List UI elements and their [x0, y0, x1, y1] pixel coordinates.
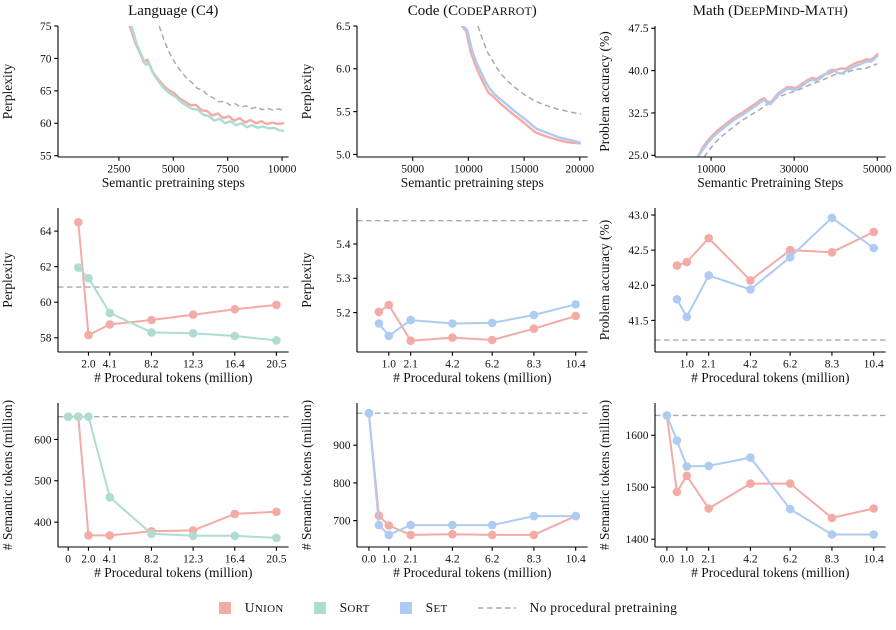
data-point-set: [487, 521, 496, 530]
data-point-set: [673, 436, 682, 445]
x-tick-label: 7500: [216, 163, 240, 176]
y-tick-label: 60: [40, 297, 52, 310]
x-tick-label: 4.1: [102, 358, 117, 371]
x-axis-label: # Procedural tokens (million): [94, 369, 253, 385]
data-point-set: [571, 512, 580, 521]
data-point-set: [746, 285, 755, 294]
plot-svg: [597, 195, 896, 390]
x-tick-label: 2.0: [81, 553, 96, 566]
data-point-sort: [105, 309, 114, 318]
y-tick-label: 5.5: [335, 106, 351, 119]
data-point-union: [147, 316, 156, 325]
x-tick-label: 1.0: [381, 358, 396, 371]
data-point-set: [384, 531, 393, 540]
y-tick-label: 500: [34, 475, 52, 488]
x-tick-label: 6.2: [484, 553, 499, 566]
y-axis-label: Perplexity: [298, 63, 314, 120]
y-axis-label: # Semantic tokens (million): [597, 399, 613, 551]
y-tick-label: 32.5: [628, 107, 649, 120]
x-axis-label: Semantic pretraining steps: [101, 174, 245, 190]
legend-label-no-procedural-pretraining: No procedural pretraining: [529, 599, 678, 615]
x-tick-label: 6.2: [783, 358, 798, 371]
data-point-sort: [147, 529, 156, 538]
plot-svg: [0, 390, 299, 585]
data-point-union: [84, 531, 93, 540]
x-tick-label: 8.3: [824, 358, 840, 371]
data-point-set: [705, 462, 714, 471]
x-tick-label: 4.2: [743, 553, 758, 566]
legend-item-set: [400, 600, 448, 616]
chart-title: Code (CODEPARROT): [407, 3, 537, 20]
data-point-union: [230, 510, 239, 519]
y-tick-label: 800: [332, 477, 351, 490]
data-point-set: [673, 295, 682, 304]
data-point-union: [272, 507, 281, 516]
data-point-union: [705, 504, 714, 513]
data-point-union: [448, 333, 457, 342]
data-point-union: [374, 308, 383, 317]
x-tick-label: 20.5: [266, 358, 287, 371]
series-line-set: [677, 218, 874, 317]
legend-label-sort: SORT: [339, 599, 370, 615]
x-tick-label: 12.3: [183, 358, 204, 371]
legend-item-no-procedural-pretraining: [478, 600, 678, 616]
chart-code-codeparrot: [299, 0, 598, 195]
data-point-set: [529, 512, 538, 521]
x-tick-label: 8.3: [824, 553, 840, 566]
y-tick-label: 47.5: [628, 23, 649, 36]
legend-swatch-set: [400, 602, 412, 614]
series-line-set: [462, 26, 579, 142]
plot-svg: [597, 0, 896, 195]
data-point-union: [828, 514, 837, 523]
data-point-sort: [74, 263, 83, 272]
y-tick-label: 700: [332, 515, 351, 528]
data-point-set: [828, 214, 837, 223]
data-point-set: [870, 244, 879, 253]
plot-svg: [299, 390, 598, 585]
data-point-union: [828, 248, 837, 257]
y-tick-label: 1400: [625, 534, 649, 547]
x-tick-label: 1.0: [679, 358, 695, 371]
series-line-union: [78, 222, 276, 335]
chart-language-perplexity-vs-procedural-tokens: [0, 195, 299, 390]
data-point-set: [683, 313, 692, 322]
x-tick-label: 0.0: [361, 553, 376, 566]
x-tick-label: 16.4: [224, 553, 245, 566]
series-line-union: [68, 417, 276, 536]
data-point-set: [364, 409, 373, 418]
data-point-union: [746, 276, 755, 285]
x-tick-label: 2.0: [81, 358, 96, 371]
data-point-union: [786, 479, 795, 488]
data-point-set: [746, 453, 755, 462]
data-point-union: [105, 320, 114, 329]
data-point-union: [230, 305, 239, 314]
x-axis-label: # Procedural tokens (million): [392, 564, 552, 580]
y-tick-label: 5.3: [335, 273, 351, 286]
x-tick-label: 2500: [107, 163, 131, 176]
y-tick-label: 40.0: [628, 65, 649, 78]
data-point-set: [529, 311, 538, 320]
chart-math-accuracy-vs-procedural-tokens: [597, 195, 896, 390]
x-tick-label: 5000: [400, 163, 424, 176]
plot-svg: [299, 195, 598, 390]
x-tick-label: 0.0: [659, 553, 675, 566]
y-tick-label: 6.5: [335, 20, 351, 33]
x-tick-label: 1.0: [381, 553, 396, 566]
data-point-sort: [84, 412, 93, 421]
plot-svg: [0, 195, 299, 390]
baseline-no-procedural-pretraining: [704, 64, 877, 157]
chart-language-c4: [0, 0, 299, 195]
data-point-sort: [272, 336, 281, 345]
y-tick-label: 25.0: [628, 150, 649, 163]
data-point-union: [384, 521, 393, 530]
series-line-union: [461, 26, 579, 143]
y-axis-label: Perplexity: [0, 63, 15, 120]
data-point-union: [448, 530, 457, 539]
x-tick-label: 4.2: [444, 358, 460, 371]
y-tick-label: 65: [40, 85, 52, 98]
y-axis-label: Perplexity: [0, 252, 15, 308]
data-point-union: [705, 234, 714, 243]
legend-label-union: UNION: [244, 599, 284, 615]
legend: [0, 585, 896, 630]
x-axis-label: # Procedural tokens (million): [691, 564, 850, 580]
legend-label-set: SET: [425, 599, 448, 615]
x-tick-label: 20.5: [266, 553, 287, 566]
x-tick-label: 15000: [509, 163, 539, 176]
y-axis-label: Problem accuracy (%): [597, 219, 613, 341]
data-point-union: [673, 488, 682, 497]
series-line-set: [368, 413, 575, 535]
x-axis-label: # Procedural tokens (million): [94, 564, 253, 580]
data-point-sort: [147, 328, 156, 337]
data-point-set: [786, 253, 795, 262]
y-axis-label: Perplexity: [298, 252, 314, 308]
data-point-sort: [189, 329, 198, 338]
chart-math-deepmind-math: [597, 0, 896, 195]
x-tick-label: 8.3: [526, 358, 541, 371]
chart-language-semantic-tokens: [0, 390, 299, 585]
data-point-union: [74, 218, 83, 227]
data-point-set: [374, 521, 383, 530]
data-point-sort: [230, 531, 239, 540]
data-point-set: [406, 316, 415, 325]
y-tick-label: 5.0: [335, 149, 351, 162]
x-tick-label: 10000: [696, 163, 726, 176]
x-tick-label: 50000: [863, 163, 892, 176]
x-tick-label: 10.4: [863, 358, 884, 371]
x-tick-label: 2.1: [701, 358, 717, 371]
data-point-sort: [64, 412, 73, 421]
plot-svg: [0, 0, 299, 195]
data-point-set: [786, 505, 795, 514]
data-point-union: [746, 479, 755, 488]
data-point-set: [828, 530, 837, 539]
x-tick-label: 8.3: [526, 553, 541, 566]
y-tick-label: 42.0: [628, 280, 649, 293]
data-point-union: [529, 531, 538, 540]
data-point-set: [384, 332, 393, 341]
y-tick-label: 62: [40, 261, 52, 274]
chart-math-semantic-tokens: [597, 390, 896, 585]
legend-swatch-sort: [314, 602, 326, 614]
plot-svg: [597, 390, 896, 585]
x-tick-label: 10.4: [863, 553, 884, 566]
chart-title: Language (C4): [128, 3, 219, 20]
data-point-set: [705, 271, 714, 280]
y-tick-label: 400: [34, 517, 52, 530]
y-axis-label: # Semantic tokens (million): [0, 399, 15, 551]
data-point-set: [374, 319, 383, 328]
baseline-no-procedural-pretraining: [477, 26, 580, 114]
data-point-union: [673, 261, 682, 270]
y-tick-label: 64: [40, 226, 52, 239]
chart-title: Math (DEEPMIND-MATH): [692, 3, 849, 20]
data-point-set: [683, 462, 692, 471]
data-point-union: [487, 531, 496, 540]
x-tick-label: 2.1: [403, 553, 418, 566]
data-point-union: [384, 301, 393, 310]
x-tick-label: 6.2: [484, 358, 499, 371]
data-point-set: [448, 521, 457, 530]
legend-dash-sample: [478, 605, 516, 611]
y-tick-label: 5.2: [335, 307, 351, 320]
y-axis-label: # Semantic tokens (million): [298, 399, 314, 551]
y-axis-label: Problem accuracy (%): [597, 31, 613, 152]
data-point-set: [663, 411, 672, 420]
data-point-set: [406, 521, 415, 530]
y-tick-label: 70: [40, 53, 52, 66]
x-tick-label: 6.2: [783, 553, 798, 566]
x-tick-label: 2.1: [403, 358, 418, 371]
x-tick-label: 8.2: [144, 553, 159, 566]
series-line-sort: [68, 417, 276, 538]
data-point-sort: [84, 274, 93, 283]
series-line-set: [667, 416, 874, 535]
x-tick-label: 4.2: [444, 553, 460, 566]
x-tick-label: 5000: [161, 163, 185, 176]
data-point-set: [870, 530, 879, 539]
x-tick-label: 30000: [780, 163, 809, 176]
x-tick-label: 16.4: [224, 358, 245, 371]
data-point-sort: [272, 534, 281, 543]
x-tick-label: 0: [65, 553, 72, 566]
series-line-sort: [131, 26, 283, 131]
legend-swatch-union: [219, 602, 231, 614]
y-tick-label: 75: [40, 20, 52, 33]
data-point-set: [571, 300, 580, 309]
data-point-sort: [189, 531, 198, 540]
data-point-union: [571, 312, 580, 321]
plot-svg: [299, 0, 598, 195]
data-point-union: [406, 336, 415, 345]
x-tick-label: 1.0: [679, 553, 695, 566]
data-point-union: [870, 504, 879, 513]
x-tick-label: 4.2: [743, 358, 758, 371]
x-tick-label: 10.4: [565, 553, 586, 566]
y-tick-label: 1500: [625, 482, 649, 495]
data-point-union: [189, 310, 198, 319]
x-tick-label: 10.4: [565, 358, 586, 371]
legend-item-union: [219, 600, 284, 616]
data-point-union: [683, 472, 692, 481]
data-point-sort: [105, 493, 114, 502]
x-tick-label: 4.1: [102, 553, 117, 566]
data-point-set: [487, 319, 496, 328]
y-tick-label: 43.0: [628, 209, 649, 222]
data-point-union: [529, 324, 538, 333]
x-tick-label: 10000: [267, 163, 297, 176]
y-tick-label: 5.4: [335, 238, 351, 251]
data-point-union: [487, 336, 496, 345]
y-tick-label: 58: [40, 332, 52, 345]
x-axis-label: Semantic pretraining steps: [400, 174, 544, 190]
data-point-union: [105, 531, 114, 540]
y-tick-label: 900: [332, 440, 351, 453]
series-line-sort: [78, 268, 276, 341]
legend-item-sort: [314, 600, 370, 616]
data-point-sort: [230, 332, 239, 341]
data-point-union: [683, 258, 692, 267]
data-point-union: [870, 228, 879, 237]
data-point-union: [84, 331, 93, 340]
data-point-union: [406, 531, 415, 540]
y-tick-label: 600: [34, 434, 52, 447]
y-tick-label: 41.5: [628, 315, 649, 328]
x-tick-label: 10000: [453, 163, 483, 176]
x-tick-label: 8.2: [144, 358, 159, 371]
x-axis-label: # Procedural tokens (million): [691, 369, 850, 385]
data-point-set: [448, 319, 457, 328]
y-tick-label: 60: [40, 118, 52, 131]
y-tick-label: 55: [40, 150, 52, 163]
chart-code-semantic-tokens: [299, 390, 598, 585]
data-point-union: [272, 301, 281, 310]
y-tick-label: 42.5: [628, 245, 649, 258]
chart-code-perplexity-vs-procedural-tokens: [299, 195, 598, 390]
x-tick-label: 2.1: [701, 553, 717, 566]
y-tick-label: 6.0: [335, 63, 351, 76]
x-tick-label: 20000: [565, 163, 594, 176]
data-point-sort: [74, 412, 83, 421]
y-tick-label: 1600: [625, 430, 649, 443]
x-axis-label: # Procedural tokens (million): [392, 369, 552, 385]
x-axis-label: Semantic Pretraining Steps: [697, 174, 844, 190]
x-tick-label: 12.3: [183, 553, 204, 566]
